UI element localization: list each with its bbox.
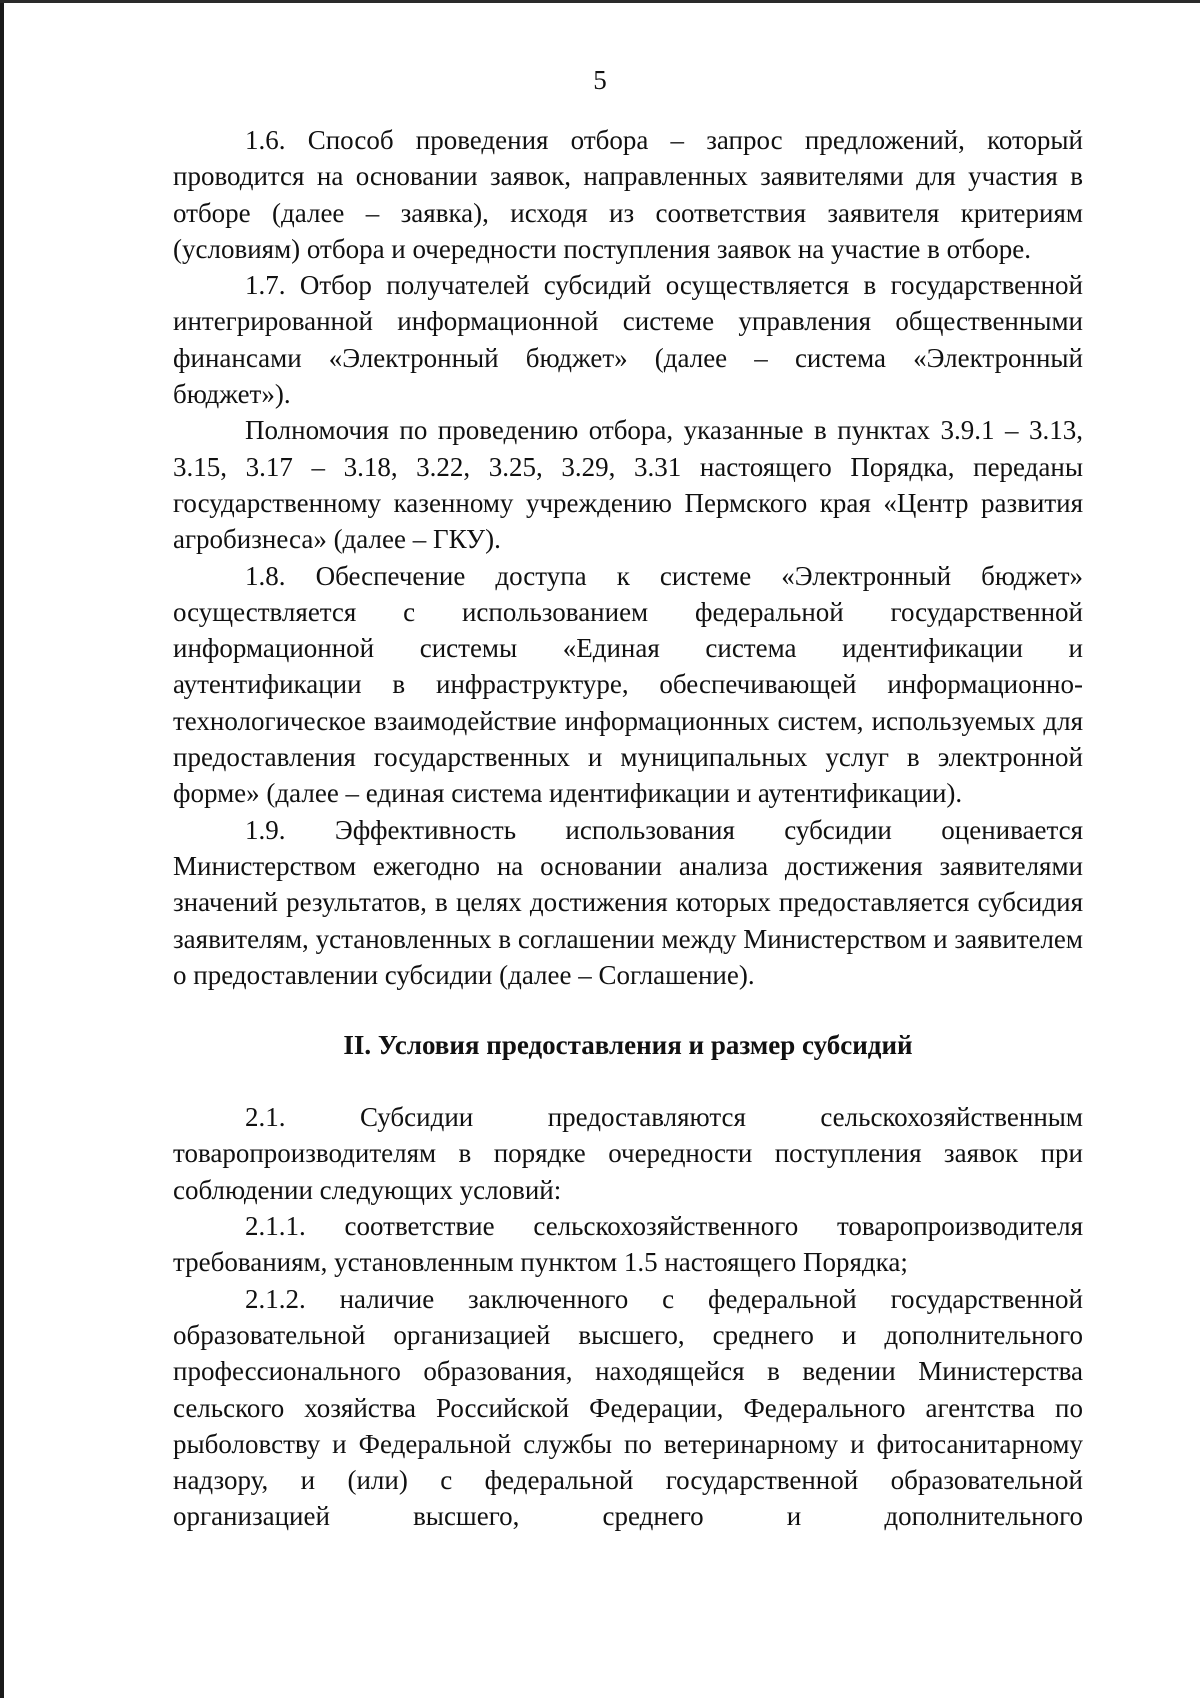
- paragraph-2-1-2: 2.1.2. наличие заключенного с федеральной государственной образовательной организацией высшего, среднего и дополнительного профессионального образования, находящейся в ведении Министерства сельского хозяйства Российской Федерации, Федерального агентства по рыболовству и Федеральной службы по ветеринарному и фитосанитарному надзору, и (или) с федеральной государственной образовательной организацией высшего, среднего и дополнительного: [173, 1283, 1083, 1532]
- page-number: 5: [593, 65, 607, 95]
- paragraph-1-8: 1.8. Обеспечение доступа к системе «Электронный бюджет» осуществляется с использованием федеральной государственной информационной системы «Единая система идентификации и аутентификации в инфраструктуре, обеспечивающей информационно-технологическое взаимодействие информационных систем, используемых для предоставления государственных и муниципальных услуг в электронной форме» (далее – единая система идентификации и аутентификации).: [173, 560, 1083, 809]
- section-heading: II. Условия предоставления и размер субсидий: [343, 1030, 913, 1061]
- paragraph-2-1-1: 2.1.1. соответствие сельскохозяйственного товаропроизводителя требованиям, установленным пунктом 1.5 настоящего Порядка;: [173, 1211, 1083, 1278]
- paragraph-1-7: 1.7. Отбор получателей субсидий осуществляется в государственной интегрированной информационной системе управления общественными финансами «Электронный бюджет» (далее – система «Электронный бюджет»).: [173, 270, 1083, 410]
- paragraph-2-1: 2.1. Субсидии предоставляются сельскохозяйственным товаропроизводителям в порядке очередности поступления заявок при соблюдении следующих условий:: [173, 1102, 1083, 1205]
- paragraph-1-6: 1.6. Способ проведения отбора – запрос предложений, который проводится на основании заявок, направленных заявителями для участия в отборе (далее – заявка), исходя из соответствия заявителя критериям (условиям) отбора и очередности поступления заявок на участие в отборе.: [173, 125, 1083, 264]
- scan-border-left: [0, 0, 4, 1698]
- paragraph-authority: Полномочия по проведению отбора, указанные в пунктах 3.9.1 – 3.13, 3.15, 3.17 – 3.18, 3.22, 3.25, 3.29, 3.31 настоящего Порядка, переданы государственному казенному учреждению Пермского края «Центр развития агробизнеса» (далее – ГКУ).: [173, 415, 1083, 555]
- scan-border-top: [0, 0, 1200, 3]
- paragraph-1-9: 1.9. Эффективность использования субсидии оценивается Министерством ежегодно на основании анализа достижения заявителями значений результатов, в целях достижения которых предоставляется субсидия заявителям, установленных в соглашении между Министерством и заявителем о предоставлении субсидии (далее – Соглашение).: [173, 814, 1083, 990]
- document-body: [173, 122, 1083, 1535]
